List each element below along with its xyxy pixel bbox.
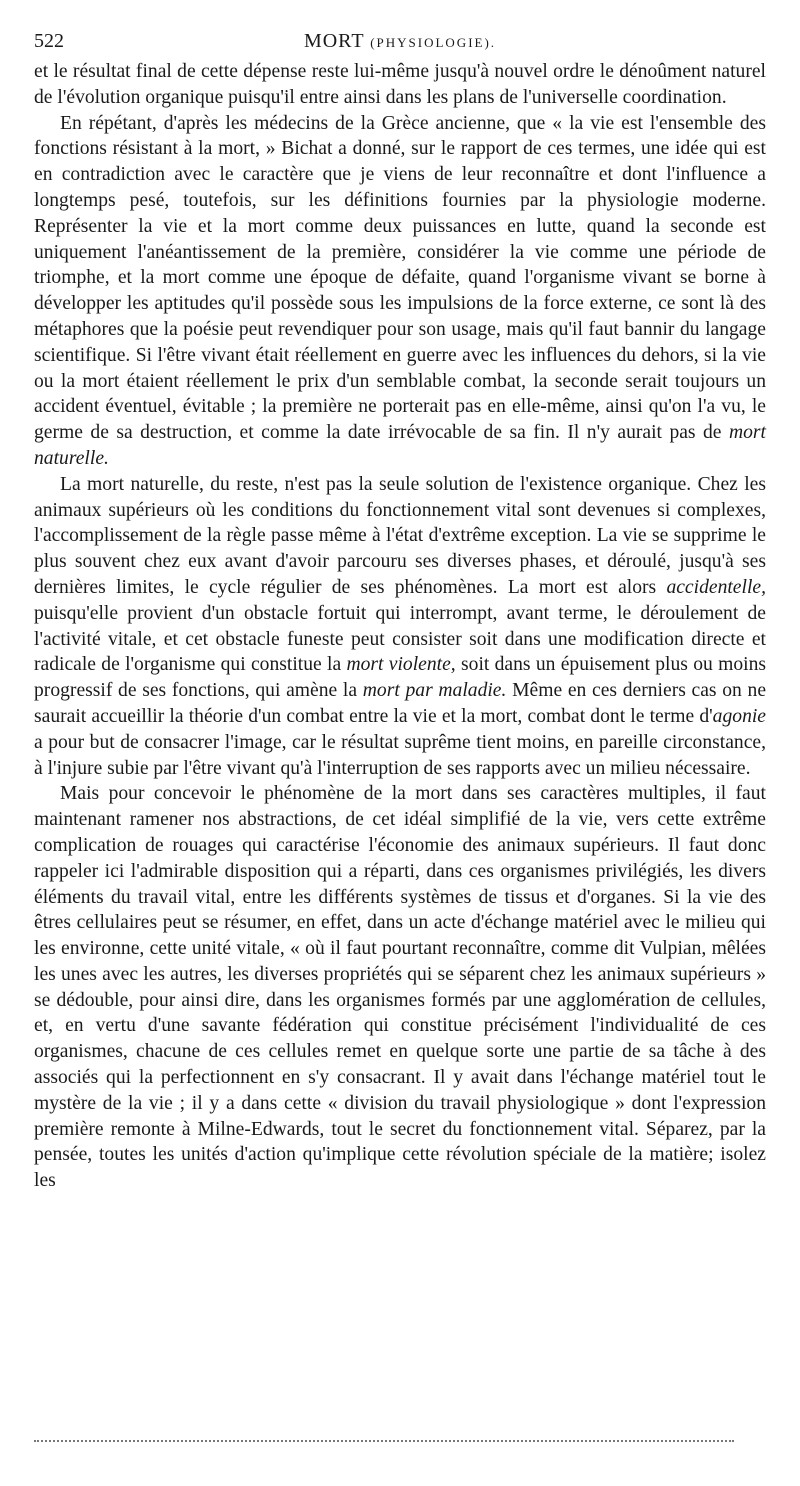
term-mort-naturelle: mort naturelle. (34, 422, 767, 469)
term-mort-violente: mort violente, (346, 654, 456, 676)
term-mort-par-maladie: mort par maladie. (362, 680, 507, 702)
page-number: 522 (34, 30, 64, 52)
running-title-sub: (PHYSIOLOGIE). (370, 35, 497, 50)
term-accidentelle: accidentelle, (666, 576, 766, 598)
term-agonie: agonie (712, 705, 766, 727)
running-header (34, 28, 766, 58)
paragraph-2-text: En répétant, d'après les médecins de la Grèce ancienne, que « la vie est l'ensemble des fonctions résistant à la mort, » Bichat a donné, sur le rapport de ces termes, une idée qui est en contradiction avec le caractère que je viens de leur reconnaître et dont l'influence a longtemps pesé, toutefois, sur les définitions fournies par la physiologie moderne. Représenter la vie et la mort comme deux puissances en lutte, quand la seconde est uniquement l'anéantissement de la première, considérer la vie comme une période de triomphe, et la mort comme une époque de défaite, quand l'organisme vivant se borne à développer les aptitudes qu'il possède sous les impulsions de la force externe, ce sont là des métaphores que la poésie peut revendiquer pour son usage, mais qu'il faut bannir du langage scientifique. Si l'être vivant était réellement en guerre avec les influences du dehors, si la vie ou la mort étaient réellement le prix d'un semblable combat, la seconde serait toujours un accident éventuel, évitable ; la première ne porterait pas en elle-même, ainsi qu'on l'a vu, le germe de sa destruction, et comme la date irrévocable de sa fin. Il n'y aurait pas de (34, 112, 766, 444)
paragraph-3-text-c: soit dans un épuisement plus ou moins progressif de ses fonctions, qui amène la (34, 654, 767, 702)
paragraph-3-text-a: La mort naturelle, du reste, n'est pas la seule solution de l'existence organique. Chez les animaux supérieurs où les conditions du fonctionnement vital sont devenues si complexes, l'accomplissement de la règle passe même à l'état d'extrême exception. La vie se supprime le plus souvent chez eux avant d'avoir parcouru ses diverses phases, et déroulé, jusqu'à ses dernières limites, le cycle régulier de ses phénomènes. La mort est alors (34, 473, 766, 598)
running-title-main: MORT (303, 30, 365, 52)
footer-dotted-rule (34, 1440, 734, 1442)
paragraph-3-text-b: puisqu'elle provient d'un obstacle fortuit qui interrompt, avant terme, le déroulement de l'activité vitale, et cet obstacle funeste peut consister soit dans une modification directe et radicale de l'organisme qui constitue la (34, 602, 766, 676)
paragraph-3-text-d: Même en ces derniers cas on ne saurait accueillir la théorie d'un combat entre la vie et la mort, combat dont le terme d' (34, 680, 767, 727)
running-title (34, 28, 766, 56)
paragraph-2 (34, 111, 766, 472)
paragraph-4: Mais pour concevoir le phénomène de la mort dans ses caractères multiples, il faut maintenant ramener nos abstractions, de cet idéal simplifié de la vie, vers cette extrême complication de rouages qui caractérise l'économie des animaux supérieurs. Il faut donc rappeler ici l'admirable disposition qui a réparti, dans ces organismes privilégiés, les divers éléments du travail vital, entre les différents systèmes de tissus et d'organes. Si la vie des êtres cellulaires peut se résumer, en effet, dans un acte d'échange matériel avec le milieu qui les environne, cette unité vitale, « où il faut pourtant reconnaître, comme dit Vulpian, mêlées les unes avec les autres, les diverses propriétés qui se séparent chez les animaux supérieurs » se dédouble, pour ainsi dire, dans les organismes formés par une agglomération de cellules, et, en vertu d'une savante fédération qui constitue précisément l'individualité de ces organismes, chacune de ces cellules remet en quelque sorte une partie de sa tâche à des associés qui la perfectionnent en s'y consacrant. Il y avait dans l'échange matériel tout le mystère de la vie ; il y a dans cette « division du travail physiologique » dont l'expression première remonte à Milne-Edwards, tout le secret du fonctionnement vital. Séparez, par la pensée, toutes les unités d'action qu'implique cette révolution spéciale de la matière; isolez les (34, 783, 766, 1192)
page (34, 28, 766, 1194)
paragraph-3 (34, 472, 766, 782)
paragraph-1: et le résultat final de cette dépense reste lui-même jusqu'à nouvel ordre le dénoûment naturel de l'évolution organique puisqu'il entre ainsi dans les plans de l'universelle coordination. (34, 61, 766, 108)
body-text (34, 59, 766, 1194)
paragraph-3-text-e: a pour but de consacrer l'image, car le résultat suprême tient moins, en pareille circonstance, à l'injure subie par l'être vivant qu'à l'interruption de ses rapports avec un milieu nécessaire. (34, 731, 766, 779)
